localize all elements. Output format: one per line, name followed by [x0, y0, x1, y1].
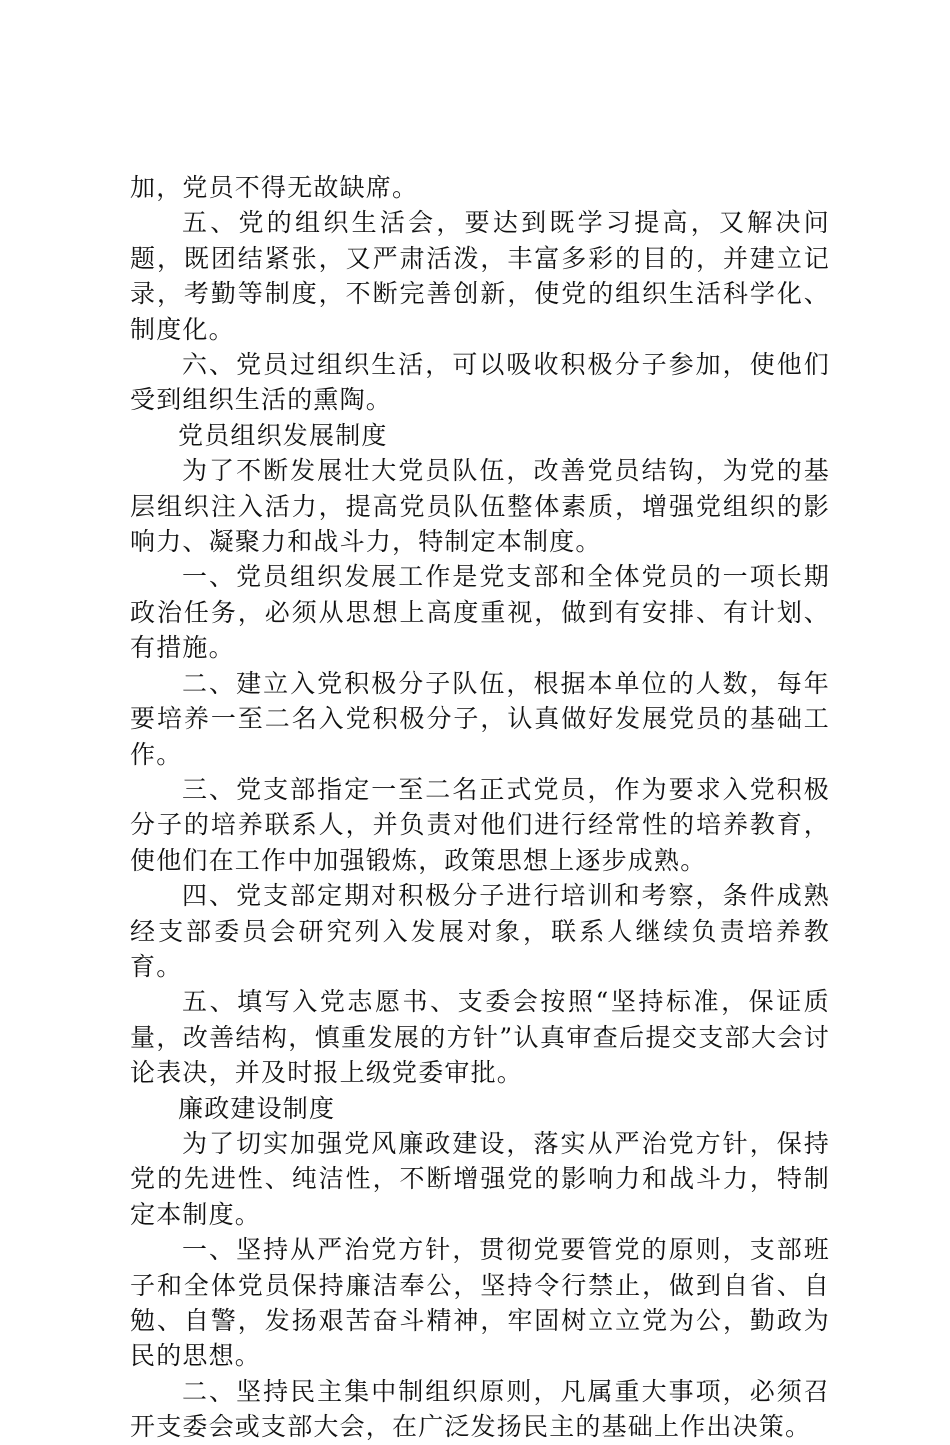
- rule-paragraph: 二、坚持民主集中制组织原则，凡属重大事项，必须召开支委会或支部大会，在广泛发扬民主的基础上作出决策。: [130, 1376, 830, 1442]
- rule-paragraph: 六、党员过组织生活，可以吸收积极分子参加，使他们受到组织生活的熏陶。: [130, 350, 830, 415]
- rule-paragraph: 一、党员组织发展工作是党支部和全体党员的一项长期政治任务，必须从思想上高度重视，做到有安排、有计划、有措施。: [130, 562, 830, 663]
- intro-paragraph: 为了不断发展壮大党员队伍，改善党员结钩，为党的基层组织注入活力，提高党员队伍整体素质，增强党组织的影响力、凝聚力和战斗力，特制定本制度。: [130, 456, 830, 557]
- section-title-party-development: 党员组织发展制度: [178, 420, 388, 450]
- continuation-paragraph: 加，党员不得无故缺席。: [130, 173, 419, 202]
- rule-paragraph: 四、党支部定期对积极分子进行培训和考察，条件成熟经支部委员会研究列入发展对象，联系人继续负责培养教育。: [130, 881, 830, 981]
- document-page: [130, 170, 830, 1445]
- rule-paragraph: 三、党支部指定一至二名正式党员，作为要求入党积极分子的培养联系人，并负责对他们进行经常性的培养教育，使他们在工作中加强锻炼，政策思想上逐步成熟。: [130, 774, 830, 875]
- rule-paragraph: 一、坚持从严治党方针，贯彻党要管党的原则，支部班子和全体党员保持廉洁奉公，坚持令行禁止，做到自省、自勉、自警，发扬艰苦奋斗精神，牢固树立立党为公，勤政为民的思想。: [130, 1235, 830, 1371]
- rule-paragraph: 二、建立入党积极分子队伍，根据本单位的人数，每年要培养一至二名入党积极分子，认真做好发展党员的基础工作。: [130, 668, 830, 769]
- rule-paragraph: 五、党的组织生活会，要达到既学习提高，又解决问题，既团结紧张，又严肃活泼，丰富多彩的目的，并建立记录，考勤等制度，不断完善创新，使党的组织生活科学化、制度化。: [130, 208, 830, 344]
- rule-paragraph: 五、填写入党志愿书、支委会按照“坚持标准，保证质量，改善结构，慎重发展的方针”认真审查后提交支部大会讨论表决，并及时报上级党委审批。: [130, 987, 830, 1088]
- intro-paragraph: 为了切实加强党风廉政建设，落实从严治党方针，保持党的先进性、纯洁性，不断增强党的影响力和战斗力，特制定本制度。: [130, 1128, 830, 1229]
- section-title-integrity: 廉政建设制度: [178, 1093, 336, 1123]
